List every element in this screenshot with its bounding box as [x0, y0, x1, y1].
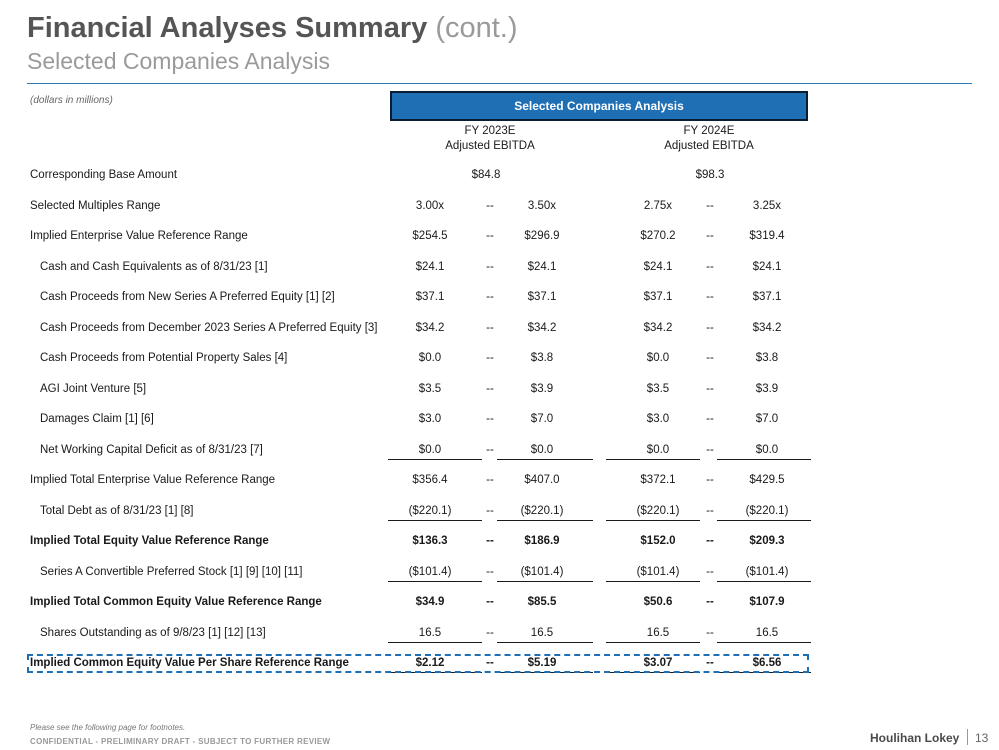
range-low-value: ($101.4): [636, 565, 680, 578]
range-low-value: $3.07: [643, 657, 673, 669]
range-separator: --: [486, 352, 494, 364]
page-subtitle: Selected Companies Analysis: [27, 48, 330, 74]
range-separator: --: [706, 657, 714, 669]
row-label: Shares Outstanding as of 9/8/23 [1] [12] [13]: [40, 626, 266, 639]
range-low-value: $34.9: [415, 596, 445, 608]
subtotal-underline: [717, 581, 811, 582]
range-low-value: 2.75x: [643, 199, 673, 212]
range-high-value: $3.9: [530, 382, 554, 395]
subtotal-underline: [606, 459, 700, 460]
range-separator: --: [706, 596, 714, 608]
range-low-value: $24.1: [415, 260, 445, 273]
column-header-fy2024-year: FY 2024E: [683, 125, 735, 137]
range-high-value: $319.4: [749, 230, 785, 242]
range-separator: --: [486, 199, 494, 212]
range-separator: --: [486, 474, 494, 486]
confidentiality-notice: CONFIDENTIAL - PRELIMINARY DRAFT - SUBJECT TO FURTHER REVIEW: [30, 737, 331, 746]
row-label: Cash Proceeds from December 2023 Series A Preferred Equity [3]: [40, 321, 378, 334]
page-title-main: Financial Analyses Summary: [27, 12, 428, 44]
subtotal-underline: [717, 642, 811, 643]
range-separator: --: [706, 260, 714, 273]
page-title-suffix: (cont.): [435, 12, 518, 44]
row-label: Implied Total Common Equity Value Reference Range: [30, 596, 322, 608]
row-label: Selected Multiples Range: [30, 199, 161, 212]
range-separator: --: [706, 565, 714, 578]
range-high-value: $6.56: [752, 657, 782, 669]
subtotal-underline: [388, 459, 482, 460]
range-separator: --: [706, 230, 714, 242]
subtotal-underline: [388, 520, 482, 521]
row-label: Implied Enterprise Value Reference Range: [30, 230, 248, 242]
table-row: [0, 558, 999, 588]
column-header-fy2023-year: FY 2023E: [464, 125, 516, 137]
range-high-value: ($101.4): [745, 565, 789, 578]
table-row: [0, 497, 999, 527]
table-row: [0, 527, 999, 557]
row-label: Implied Total Enterprise Value Reference Range: [30, 474, 276, 486]
range-separator: --: [486, 596, 494, 608]
range-separator: --: [486, 321, 494, 334]
table-row: [0, 588, 999, 618]
range-high-value: $0.0: [755, 443, 779, 456]
range-high-value: $296.9: [524, 230, 560, 242]
range-high-value: $3.9: [755, 382, 779, 395]
range-low-value: $37.1: [415, 291, 445, 303]
range-separator: --: [486, 443, 494, 456]
table-row: [0, 283, 999, 313]
range-separator: --: [706, 474, 714, 486]
table-row: [0, 314, 999, 344]
subtotal-underline: [717, 520, 811, 521]
range-high-value: $0.0: [530, 443, 554, 456]
footnote-reference: Please see the following page for footnotes.: [30, 723, 186, 732]
row-label: Implied Common Equity Value Per Share Reference Range: [30, 657, 349, 669]
subtotal-underline: [606, 642, 700, 643]
range-low-value: $34.2: [643, 321, 673, 334]
range-separator: --: [486, 565, 494, 578]
range-low-value: $372.1: [640, 474, 676, 486]
range-separator: --: [706, 626, 714, 639]
range-low-value: $3.0: [418, 413, 442, 425]
range-separator: --: [486, 230, 494, 242]
range-separator: --: [706, 382, 714, 395]
subtotal-underline: [606, 520, 700, 521]
row-label: Cash Proceeds from New Series A Preferred Equity [1] [2]: [40, 291, 335, 303]
footer-divider: [967, 729, 968, 745]
table-row: [0, 222, 999, 252]
range-separator: --: [706, 291, 714, 303]
range-separator: --: [706, 352, 714, 364]
range-high-value: $209.3: [749, 535, 785, 547]
range-high-value: $5.19: [527, 657, 557, 669]
row-label: Corresponding Base Amount: [30, 169, 178, 181]
column-header-fy2024-metric: Adjusted EBITDA: [664, 140, 754, 152]
range-separator: --: [486, 657, 494, 669]
range-high-value: ($220.1): [520, 504, 564, 517]
range-high-value: 16.5: [755, 626, 779, 639]
section-banner: Selected Companies Analysis: [390, 91, 808, 121]
range-low-value: $37.1: [643, 291, 673, 303]
table-row: [0, 436, 999, 466]
row-label: Damages Claim [1] [6]: [40, 413, 154, 425]
column-header-fy2024: [609, 124, 809, 154]
row-label: AGI Joint Venture [5]: [40, 382, 147, 395]
table-row: [0, 192, 999, 222]
range-low-value: $34.2: [415, 321, 445, 334]
range-high-value: $107.9: [749, 596, 785, 608]
range-separator: --: [486, 504, 494, 517]
range-high-value: $186.9: [524, 535, 560, 547]
range-low-value: $0.0: [418, 352, 442, 364]
range-low-value: $0.0: [646, 352, 670, 364]
page-title: [27, 12, 518, 45]
range-high-value: 16.5: [530, 626, 554, 639]
table-row: [0, 619, 999, 649]
range-low-value: $0.0: [418, 443, 442, 456]
row-label: Total Debt as of 8/31/23 [1] [8]: [40, 504, 194, 517]
range-low-value: $50.6: [643, 596, 673, 608]
subtotal-underline: [497, 581, 593, 582]
range-high-value: $34.2: [527, 321, 557, 334]
range-separator: --: [486, 626, 494, 639]
range-high-value: $85.5: [527, 596, 557, 608]
range-high-value: 3.25x: [752, 199, 782, 212]
range-high-value: $3.8: [530, 352, 554, 364]
column-header-fy2023-metric: Adjusted EBITDA: [445, 140, 535, 152]
column-header-fy2023: [390, 124, 590, 154]
subtotal-underline: [388, 581, 482, 582]
range-high-value: $37.1: [527, 291, 557, 303]
range-high-value: ($220.1): [745, 504, 789, 517]
range-high-value: $7.0: [755, 413, 779, 425]
subtotal-underline: [606, 581, 700, 582]
range-separator: --: [706, 413, 714, 425]
range-low-value: ($220.1): [636, 504, 680, 517]
range-low-value: $254.5: [412, 230, 448, 242]
range-high-value: $24.1: [527, 260, 557, 273]
range-separator: --: [486, 260, 494, 273]
range-separator: --: [486, 291, 494, 303]
brand-logo: Houlihan Lokey: [870, 731, 960, 745]
range-low-value: $136.3: [412, 535, 448, 547]
table-row: [0, 405, 999, 435]
range-low-value: $0.0: [646, 443, 670, 456]
range-high-value: $407.0: [524, 474, 560, 486]
range-high-value: $7.0: [530, 413, 554, 425]
range-low-value: $3.5: [418, 382, 442, 395]
range-high-value: $429.5: [749, 474, 785, 486]
range-separator: --: [486, 382, 494, 395]
table-row: [0, 375, 999, 405]
range-low-value: 16.5: [646, 626, 670, 639]
range-separator: --: [486, 535, 494, 547]
base-amount-value: $98.3: [695, 169, 725, 181]
range-separator: --: [706, 321, 714, 334]
range-high-value: $34.2: [752, 321, 782, 334]
range-low-value: $270.2: [640, 230, 676, 242]
row-label: Series A Convertible Preferred Stock [1] [9] [10] [11]: [40, 565, 303, 578]
table-row: [0, 253, 999, 283]
table-row: [0, 161, 999, 191]
range-separator: --: [486, 413, 494, 425]
row-label: Net Working Capital Deficit as of 8/31/23 [7]: [40, 443, 263, 456]
range-high-value: $24.1: [752, 260, 782, 273]
base-amount-value: $84.8: [471, 169, 501, 181]
range-high-value: $37.1: [752, 291, 782, 303]
range-low-value: 3.00x: [415, 199, 445, 212]
table-row: [0, 344, 999, 374]
subtotal-underline: [717, 459, 811, 460]
header-rule: [27, 83, 972, 84]
per-share-highlight-box: [27, 654, 809, 673]
range-separator: --: [706, 535, 714, 547]
range-high-value: ($101.4): [520, 565, 564, 578]
range-low-value: 16.5: [418, 626, 442, 639]
range-low-value: $24.1: [643, 260, 673, 273]
subtotal-underline: [497, 642, 593, 643]
row-label: Cash and Cash Equivalents as of 8/31/23 [1]: [40, 260, 268, 273]
range-low-value: $3.0: [646, 413, 670, 425]
range-separator: --: [706, 504, 714, 517]
range-separator: --: [706, 199, 714, 212]
row-label: Implied Total Equity Value Reference Range: [30, 535, 269, 547]
units-note: (dollars in millions): [30, 95, 113, 106]
range-low-value: $356.4: [412, 474, 448, 486]
range-low-value: ($220.1): [408, 504, 452, 517]
subtotal-underline: [497, 520, 593, 521]
subtotal-underline: [388, 642, 482, 643]
subtotal-underline: [497, 459, 593, 460]
range-low-value: ($101.4): [408, 565, 452, 578]
table-row: [0, 466, 999, 496]
range-low-value: $3.5: [646, 382, 670, 395]
range-low-value: $152.0: [640, 535, 676, 547]
range-low-value: $2.12: [415, 657, 445, 669]
range-high-value: $3.8: [755, 352, 779, 364]
range-high-value: 3.50x: [527, 199, 557, 212]
page-number: 13: [975, 731, 989, 745]
row-label: Cash Proceeds from Potential Property Sales [4]: [40, 352, 288, 364]
range-separator: --: [706, 443, 714, 456]
